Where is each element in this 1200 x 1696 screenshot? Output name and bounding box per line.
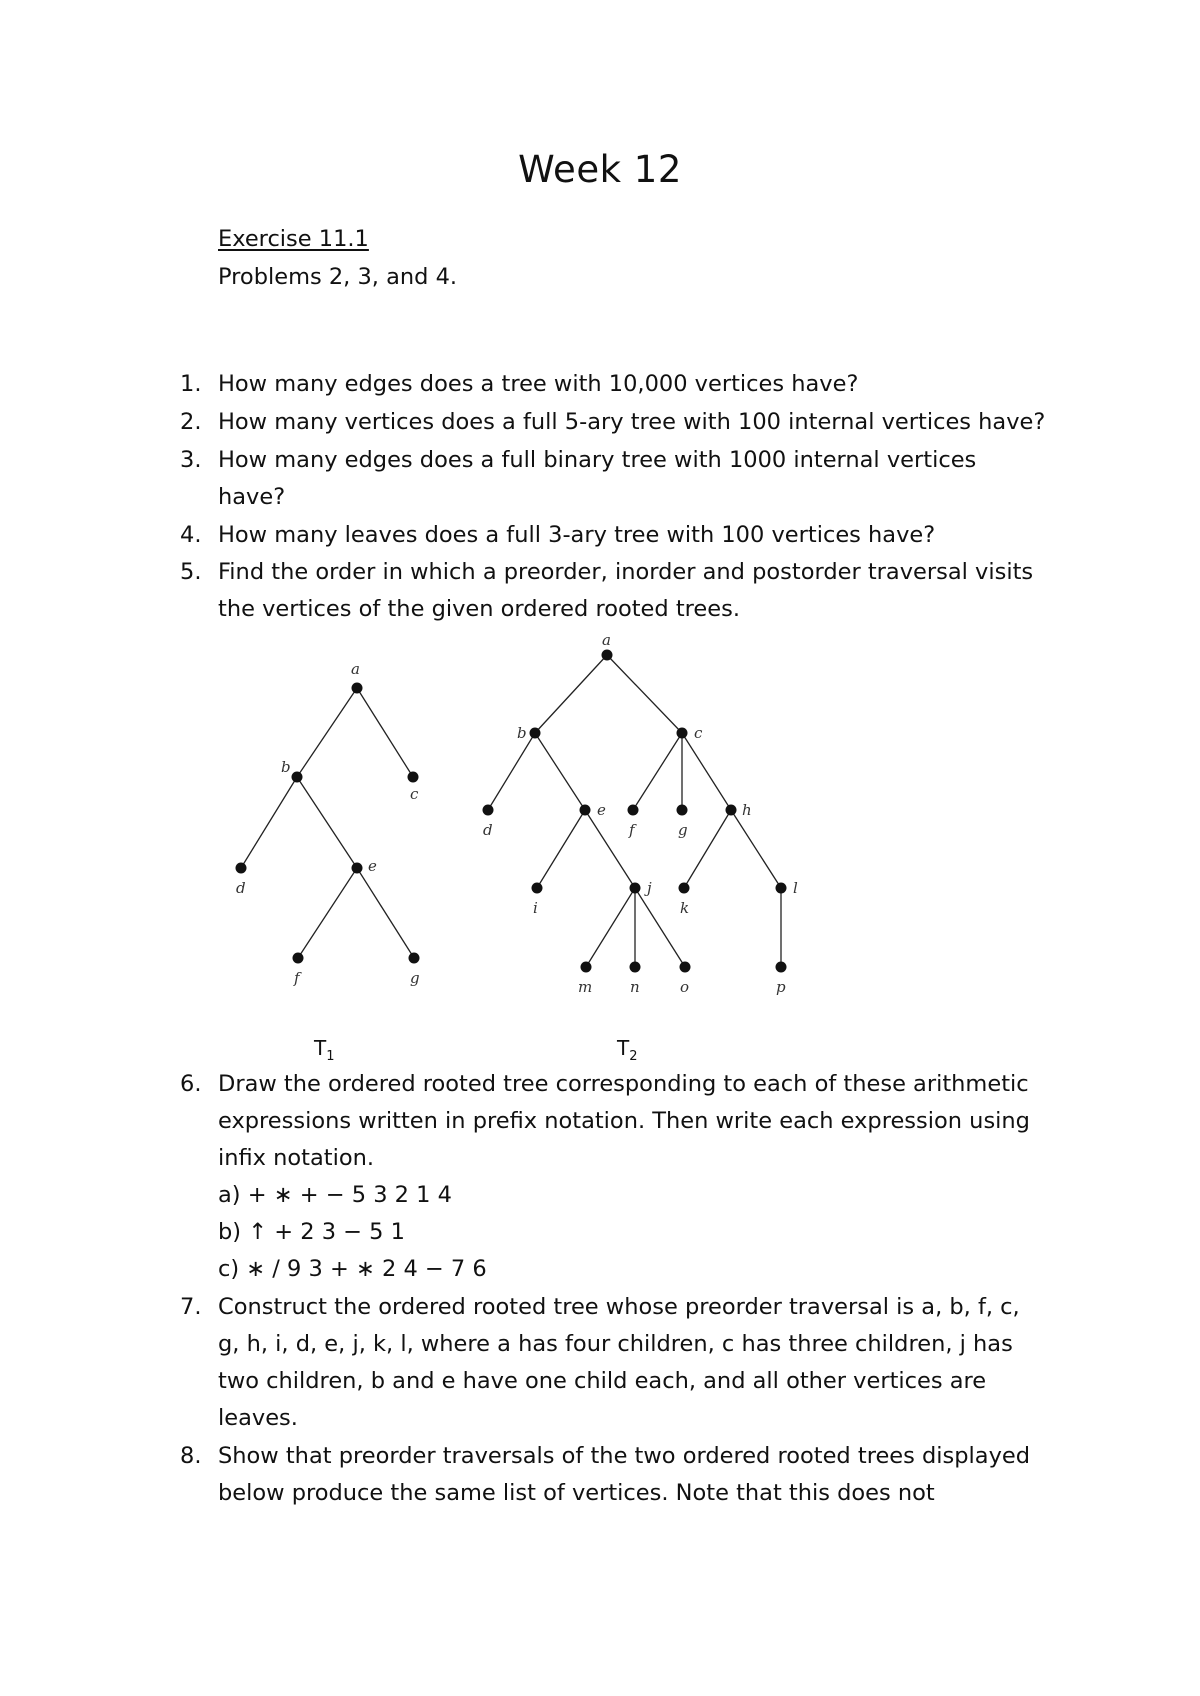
problem-1-text: How many edges does a tree with 10,000 vertices have?	[218, 371, 859, 397]
exercise-heading: Exercise 11.1	[218, 226, 369, 252]
problem-5-text-line-2: the vertices of the given ordered rooted trees.	[218, 596, 740, 622]
t2-label-e: e	[597, 801, 606, 819]
t2-label-d: d	[483, 821, 493, 839]
t1-label-e: e	[368, 857, 377, 875]
problem-7-text-line-4: leaves.	[218, 1405, 298, 1431]
problem-3-text-line-1: How many edges does a full binary tree with 1000 internal vertices	[218, 447, 977, 473]
tree-t1	[236, 660, 420, 987]
problem-7-number: 7.	[180, 1294, 202, 1320]
problem-6-text-line-3: infix notation.	[218, 1145, 375, 1171]
t2-label-o: o	[680, 978, 690, 996]
t2-label-m: m	[578, 978, 593, 996]
problem-5-text-line-1: Find the order in which a preorder, inorder and postorder traversal visits	[218, 559, 1034, 585]
problem-2-number: 2.	[180, 409, 202, 435]
problem-6-number: 6.	[180, 1071, 202, 1097]
t1-label-f: f	[294, 969, 300, 987]
t2-label-b: b	[517, 724, 527, 742]
problem-7-text-line-3: two children, b and e have one child each, and all other vertices are	[218, 1368, 987, 1394]
expression-a: a) + ∗ + − 5 3 2 1 4	[218, 1182, 452, 1208]
exercise-subtitle: Problems 2, 3, and 4.	[218, 264, 458, 290]
tree-t2-caption-subscript: 2	[629, 1049, 638, 1064]
tree-t1-caption-letter: T	[314, 1036, 327, 1060]
problem-8-text-line-2: below produce the same list of vertices. Note that this does not	[218, 1480, 935, 1506]
t2-label-l: l	[793, 879, 798, 897]
t1-label-d: d	[236, 879, 246, 897]
tree-t2-caption-letter: T	[617, 1036, 630, 1060]
t1-label-b: b	[281, 758, 291, 776]
expression-c: c) ∗ / 9 3 + ∗ 2 4 − 7 6	[218, 1256, 487, 1282]
problem-5-number: 5.	[180, 559, 202, 585]
t1-label-a: a	[351, 660, 360, 678]
tree-t2-caption	[617, 1036, 638, 1064]
t1-label-c: c	[410, 785, 419, 803]
t2-label-p: p	[776, 978, 786, 996]
problem-7-text-line-1: Construct the ordered rooted tree whose preorder traversal is a, b, f, c,	[218, 1294, 1020, 1320]
problem-2-text: How many vertices does a full 5-ary tree with 100 internal vertices have?	[218, 409, 1046, 435]
tree-t1-caption	[314, 1036, 335, 1064]
t2-label-k: k	[680, 899, 690, 917]
t1-label-g: g	[410, 969, 420, 987]
problem-6-text-line-1: Draw the ordered rooted tree corresponding to each of these arithmetic	[218, 1071, 1029, 1097]
t2-label-n: n	[630, 978, 640, 996]
problem-6-text-line-2: expressions written in prefix notation. Then write each expression using	[218, 1108, 1030, 1134]
t2-label-i: i	[533, 899, 538, 917]
problem-8-text-line-1: Show that preorder traversals of the two ordered rooted trees displayed	[218, 1443, 1031, 1469]
problem-4-number: 4.	[180, 522, 202, 548]
t2-label-c: c	[694, 724, 703, 742]
t2-label-g: g	[678, 821, 688, 839]
problem-3-number: 3.	[180, 447, 202, 473]
t2-label-a: a	[602, 631, 611, 649]
tree-t1-caption-subscript: 1	[326, 1049, 335, 1064]
problem-1-number: 1.	[180, 371, 202, 397]
problem-4-text: How many leaves does a full 3-ary tree with 100 vertices have?	[218, 522, 936, 548]
t2-label-f: f	[629, 821, 635, 839]
t2-label-h: h	[742, 801, 752, 819]
problem-3-text-line-2: have?	[218, 484, 286, 510]
page-title: Week 12	[518, 148, 682, 191]
expression-b: b) ↑ + 2 3 − 5 1	[218, 1219, 405, 1245]
t2-label-j: j	[647, 879, 652, 897]
problem-7-text-line-2: g, h, i, d, e, j, k, l, where a has four children, c has three children, j has	[218, 1331, 1013, 1357]
problem-8-number: 8.	[180, 1443, 202, 1469]
tree-t2	[483, 631, 799, 996]
